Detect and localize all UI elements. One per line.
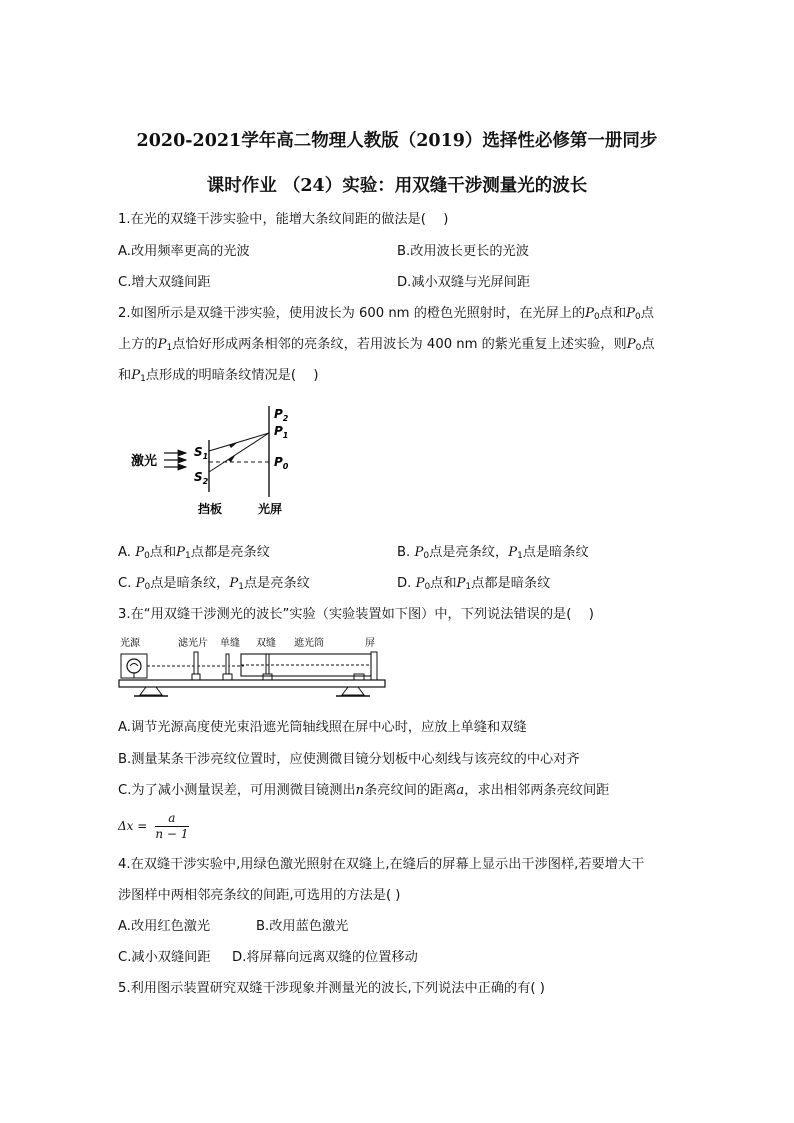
laser-label: 激光 (131, 454, 158, 469)
q1-option-b: B.改用波长更长的光波 (397, 244, 529, 259)
p1-label: $P_1$ (274, 424, 289, 440)
q1-option-a: A.改用频率更高的光波 (118, 244, 250, 259)
screen-label: 光屏 (258, 502, 283, 516)
q4-option-c: C.减小双缝间距 (118, 950, 211, 965)
q4-option-d: D.将屏幕向远离双缝的位置移动 (232, 950, 418, 965)
document-title-line-1: 2020-2021学年高二物理人教版（2019）选择性必修第一册同步 (136, 131, 658, 151)
q2-stem-line-2: 上方的$P_1$点恰好形成两条相邻的亮条纹，若用波长为 400 nm 的紫光重复上述实验，则$P_0$点 (118, 337, 655, 353)
document-title-line-2: 课时作业 （24）实验：用双缝干涉测量光的波长 (206, 176, 588, 196)
screen-label: 屏 (365, 638, 375, 649)
q2-option-b: B. $P_0$点是亮条纹，$P_1$点是暗条纹 (397, 545, 589, 561)
bench-foot (140, 687, 162, 695)
p0-label: $P_0$ (274, 455, 289, 471)
apparatus-diagram (116, 633, 388, 703)
tube-label: 遮光筒 (294, 638, 324, 649)
q2-option-d: D. $P_0$点和$P_1$点都是暗条纹 (397, 576, 551, 592)
filter (194, 652, 198, 674)
barrier-label: 挡板 (198, 502, 223, 516)
ray-from-s2 (209, 433, 269, 472)
filter-label: 滤光片 (178, 638, 208, 649)
formula-delta-x: Δx = a n − 1 (118, 808, 192, 844)
double-slit-diagram (128, 402, 308, 520)
bench-foot (342, 687, 364, 695)
light-source-label: 光源 (120, 638, 140, 649)
formula-numerator: a (168, 810, 176, 825)
q1-stem: 1.在光的双缝干涉实验中，能增大条纹间距的做法是( ) (118, 212, 449, 227)
double-slit (266, 654, 269, 674)
q2-stem-line-1: 2.如图所示是双缝干涉实验，使用波长为 600 nm 的橙色光照射时，在光屏上的$P_0$点和$P_0$点 (118, 306, 654, 322)
q4-stem-line-2: 涉图样中两相邻亮条纹的间距,可选用的方法是( ) (118, 888, 401, 903)
q2-option-c: C. $P_0$点是暗条纹，$P_1$点是亮条纹 (118, 576, 310, 592)
q2-stem-line-3: 和$P_1$点形成的明暗条纹情况是( ) (118, 368, 319, 384)
double-slit-label: 双缝 (256, 638, 276, 649)
q3-option-a: A.调节光源高度使光束沿遮光筒轴线照在屏中心时，应放上单缝和双缝 (118, 720, 527, 735)
q4-option-a: A.改用红色激光 (118, 919, 211, 934)
single-slit (226, 654, 229, 674)
q3-option-c: C.为了减小测量误差，可用测微目镜测出n条亮纹间的距离a，求出相邻两条亮纹间距 (118, 783, 610, 798)
q3-option-b: B.测量某条干涉亮纹位置时，应使测微目镜分划板中心刻线与该亮纹的中心对齐 (118, 752, 580, 767)
s2-label: $S_2$ (194, 470, 209, 486)
ray-from-s1 (209, 433, 269, 451)
s1-label: $S_1$ (194, 445, 209, 461)
optical-bench (119, 680, 385, 687)
lamp (127, 659, 141, 673)
q1-option-c: C.增大双缝间距 (118, 275, 211, 290)
single-slit-label: 单缝 (220, 638, 240, 649)
p2-label: $P_2$ (274, 407, 289, 423)
formula-denominator: n − 1 (155, 826, 189, 841)
q2-option-a: A. $P_0$点和$P_1$点都是亮条纹 (118, 545, 270, 561)
q4-stem-line-1: 4.在双缝干涉实验中,用绿色激光照射在双缝上,在缝后的屏幕上显示出干涉图样,若要增大干 (118, 857, 645, 872)
screen-holder (371, 652, 377, 680)
q1-option-d: D.减小双缝与光屏间距 (397, 275, 531, 290)
q3-stem: 3.在“用双缝干涉测光的波长”实验（实验装置如下图）中，下列说法错误的是( ) (118, 607, 594, 622)
q5-stem: 5.利用图示装置研究双缝干涉现象并测量光的波长,下列说法中正确的有( ) (118, 981, 545, 996)
q4-option-b: B.改用蓝色激光 (256, 919, 349, 934)
